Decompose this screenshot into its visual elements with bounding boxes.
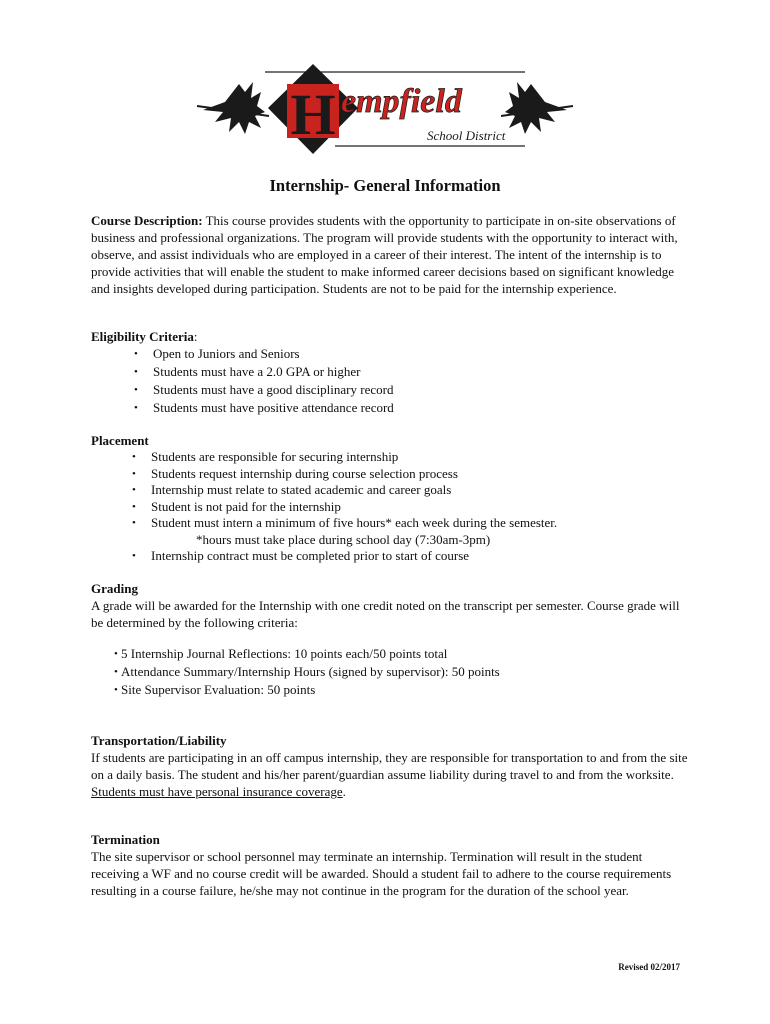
logo-initial: H <box>290 82 336 147</box>
eligibility-colon: : <box>193 329 198 344</box>
list-item: • Students request internship during course selection process <box>91 466 691 483</box>
placement-list <box>91 449 691 565</box>
eligibility-list <box>91 345 691 417</box>
termination-heading: Termination <box>91 832 160 847</box>
grading-section <box>91 580 691 699</box>
placement-note: *hours must take place during school day (7:30am-3pm) <box>196 531 491 547</box>
placement-heading: Placement <box>91 433 149 448</box>
insurance-requirement: Students must have personal insurance coverage <box>91 784 343 799</box>
logo-subtitle: School District <box>427 128 506 143</box>
revised-date: Revised 02/2017 <box>618 962 680 972</box>
list-item: • Attendance Summary/Internship Hours (signed by supervisor): 50 points <box>91 663 691 681</box>
transportation-heading: Transportation/Liability <box>91 733 227 748</box>
hempfield-logo <box>195 62 575 162</box>
grading-heading: Grading <box>91 581 138 596</box>
list-item: • Internship contract must be completed prior to start of course <box>91 548 691 565</box>
list-item: • Students must have a 2.0 GPA or higher <box>91 363 691 381</box>
termination-text: The site supervisor or school personnel may terminate an internship. Termination will result in the student receiving a WF and no course credit will be awarded. Should a student fail to adhere to the course requirements resulting in a course failure, he/she may not continue in the program for the duration of the school year. <box>91 849 672 898</box>
list-item: • Students must have positive attendance record <box>91 399 691 417</box>
termination-section <box>91 831 691 899</box>
list-item: • Internship must relate to stated academic and career goals <box>91 482 691 499</box>
list-item: • Student is not paid for the internship <box>91 499 691 516</box>
transportation-section <box>91 732 691 800</box>
list-item: • Students are responsible for securing internship <box>91 449 691 466</box>
knight-left-icon <box>197 82 269 134</box>
page-title: Internship- General Information <box>269 176 501 195</box>
transportation-text: If students are participating in an off campus internship, they are responsible for transportation to and from the site on a daily basis. The student and his/her parent/guardian assume liability during travel to and from the worksite. <box>91 750 688 782</box>
placement-section <box>91 432 691 565</box>
transportation-end: . <box>342 784 346 799</box>
knight-right-icon <box>501 82 573 134</box>
grading-list <box>91 645 691 699</box>
eligibility-heading: Eligibility Criteria <box>91 329 194 344</box>
list-item: • Student must intern a minimum of five hours* each week during the semester. <box>91 515 691 532</box>
logo-name: empfield <box>341 83 462 120</box>
course-description-label: Course Description: <box>91 213 203 228</box>
grading-text: A grade will be awarded for the Internship with one credit noted on the transcript per semester. Course grade will be determined by the following criteria: <box>91 598 680 630</box>
course-description-text: This course provides students with the opportunity to participate in on-site observations of business and professional organizations. The program will provide students with the opportunity to interact with, observe, and assist individuals who are employed in a career of their interest. The intent of the internship is to provide activities that will enable the student to make informed career decisions based on significant knowledge and insights developed during participation. Students are not to be paid for the internship experience. <box>91 213 678 296</box>
eligibility-section <box>91 328 691 417</box>
list-item: • 5 Internship Journal Reflections: 10 points each/50 points total <box>91 645 691 663</box>
list-item: • Students must have a good disciplinary record <box>91 381 691 399</box>
list-item: • Open to Juniors and Seniors <box>91 345 691 363</box>
course-description-section <box>91 212 691 297</box>
list-item: • Site Supervisor Evaluation: 50 points <box>91 681 691 699</box>
